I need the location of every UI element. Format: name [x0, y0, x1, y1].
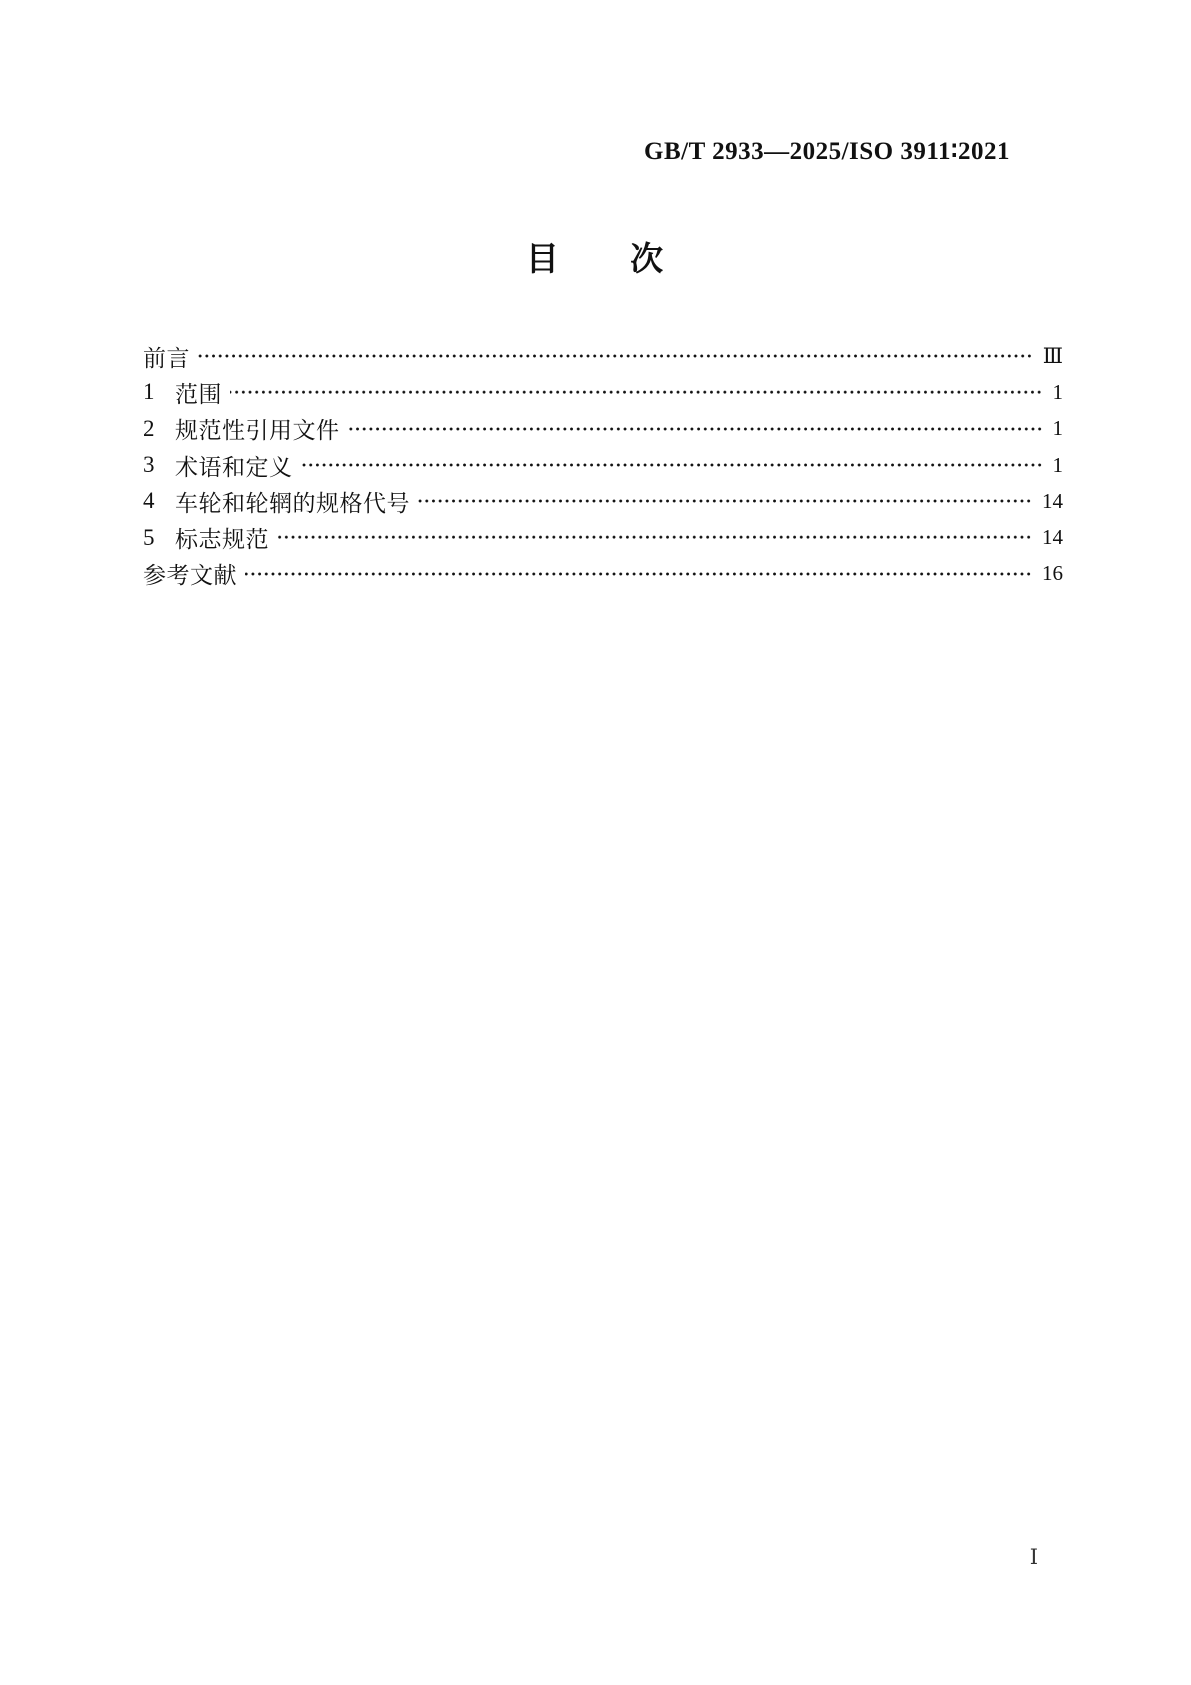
toc-entry-page: 14	[1042, 525, 1063, 550]
toc-entry-marking-spec[interactable]	[143, 519, 1063, 555]
toc-entry-number: 1	[143, 379, 155, 405]
toc-entry-number: 4	[143, 488, 155, 514]
toc-entry-number: 2	[143, 415, 155, 441]
page-title: 目 次	[525, 240, 666, 277]
toc-entry-page: Ⅲ	[1042, 343, 1063, 368]
toc-entry-label: 范围	[175, 381, 222, 407]
toc-entry-label: 标志规范	[175, 527, 269, 553]
toc-leader-dots	[245, 556, 1032, 592]
toc-entry-page: 1	[1052, 452, 1063, 477]
toc-entry-number: 5	[143, 524, 155, 550]
toc-leader-dots	[348, 411, 1043, 447]
toc-entry-number: 3	[143, 452, 155, 478]
toc-entry-normative-references[interactable]	[143, 411, 1063, 447]
standard-number-header: GB/T 2933—2025/ISO 3911∶2021	[644, 138, 1010, 165]
toc-entry-label: 参考文献	[143, 563, 237, 589]
toc-leader-dots	[418, 483, 1032, 519]
toc-entry-label: 规范性引用文件	[175, 418, 340, 444]
toc-entry-page: 16	[1042, 561, 1063, 586]
toc-leader-dots	[198, 338, 1033, 374]
toc-entry-page: 14	[1042, 488, 1063, 513]
toc-entry-bibliography[interactable]	[143, 556, 1063, 592]
page-number: Ⅰ	[1029, 1545, 1038, 1569]
toc-entry-scope[interactable]	[143, 374, 1063, 410]
toc-entry-page: 1	[1052, 379, 1063, 404]
toc-entry-page: 1	[1052, 416, 1063, 441]
toc-entry-terms-definitions[interactable]	[143, 447, 1063, 483]
toc-entry-label: 术语和定义	[175, 454, 293, 480]
toc-entry-label: 车轮和轮辋的规格代号	[175, 490, 410, 516]
toc-entry-designation-codes[interactable]	[143, 483, 1063, 519]
toc-leader-dots	[301, 447, 1043, 483]
table-of-contents	[143, 338, 1063, 592]
toc-leader-dots	[230, 374, 1043, 410]
toc-entry-foreword[interactable]	[143, 338, 1063, 374]
toc-entry-label: 前言	[143, 345, 190, 371]
toc-leader-dots	[277, 519, 1032, 555]
